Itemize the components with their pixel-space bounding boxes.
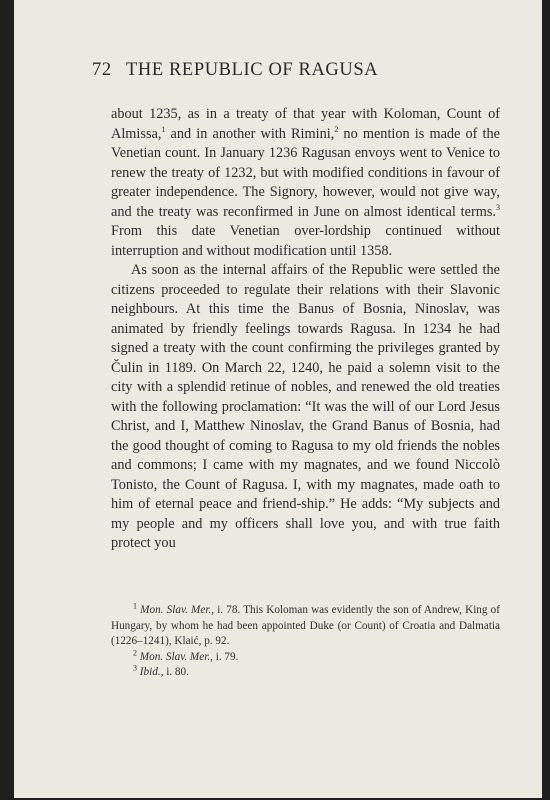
citation-title: Mon. Slav. Mer. [139, 650, 211, 663]
text-run: , i. 78. This Koloman was evidently the son of Andrew, King of Hungary, by whom he had been appointed Duke (or Count) of Croatia and Dalmatia (1226–1241), Klaić, p. 92. [111, 604, 500, 647]
footnote [111, 665, 500, 681]
book-page [14, 0, 542, 798]
footnote-marker: 1 [133, 601, 137, 611]
footnote [111, 603, 500, 650]
text-run: , i. 79. [210, 650, 239, 663]
text-run: and in another with Rimini, [165, 125, 335, 142]
text-run: about 1235, as in a treaty of that year with Koloman, Count of Almissa, [111, 106, 500, 142]
paragraph [111, 261, 500, 554]
body-text [111, 105, 500, 554]
text-run: no mention is made of the Venetian count. In January 1236 Ragusan envoys went to Venice to renew the treaty of 1232, but with modified conditions in favour of greater independence. The Signory, however, would not give way, and the treaty was reconfirmed in June on almost identical terms. [111, 125, 500, 220]
text-run: , i. 80. [160, 666, 189, 678]
page-header [92, 60, 492, 81]
citation-title: Ibid. [139, 666, 161, 678]
footnotes [111, 603, 500, 681]
footnote-marker: 2 [133, 647, 137, 657]
citation-title: Mon. Slav. Mer. [140, 604, 212, 616]
text-run: From this date Venetian over-lordship continued without interruption and without modification until 1358. [111, 223, 500, 259]
page-number: 72 [92, 60, 112, 80]
paragraph [111, 105, 500, 261]
text-run: As soon as the internal affairs of the Republic were settled the citizens proceeded to regulate their relations with their Slavonic neighbours. At this time the Banus of Bosnia, Ninoslav, was animated by friendly feelings towards Ragusa. In 1234 he had signed a treaty with the count confirming the privileges granted by Čulin in 1189. On March 22, 1240, he paid a solemn visit to the city with a splendid retinue of nobles, and renewed the old treaties with the following proclamation: “It was the will of our Lord Jesus Christ, and I, Matthew Ninoslav, the Grand Banus of Bosnia, had the good thought of coming to Ragusa to my old friends the nobles and commons; I came with my magnates, and we found Niccolò Tonisto, the Count of Ragusa. I, with my magnates, made oath to him of eternal peace and friend-ship.” He adds: “My subjects and my people and my officers shall love you, and with true faith protect you [111, 262, 500, 551]
footnote-marker: 2 [334, 124, 339, 134]
footnote-marker: 1 [161, 124, 166, 134]
footnote-marker: 3 [133, 663, 137, 673]
footnote-marker: 3 [496, 202, 500, 212]
running-title: THE REPUBLIC OF RAGUSA [126, 60, 379, 80]
footnote [111, 647, 500, 666]
